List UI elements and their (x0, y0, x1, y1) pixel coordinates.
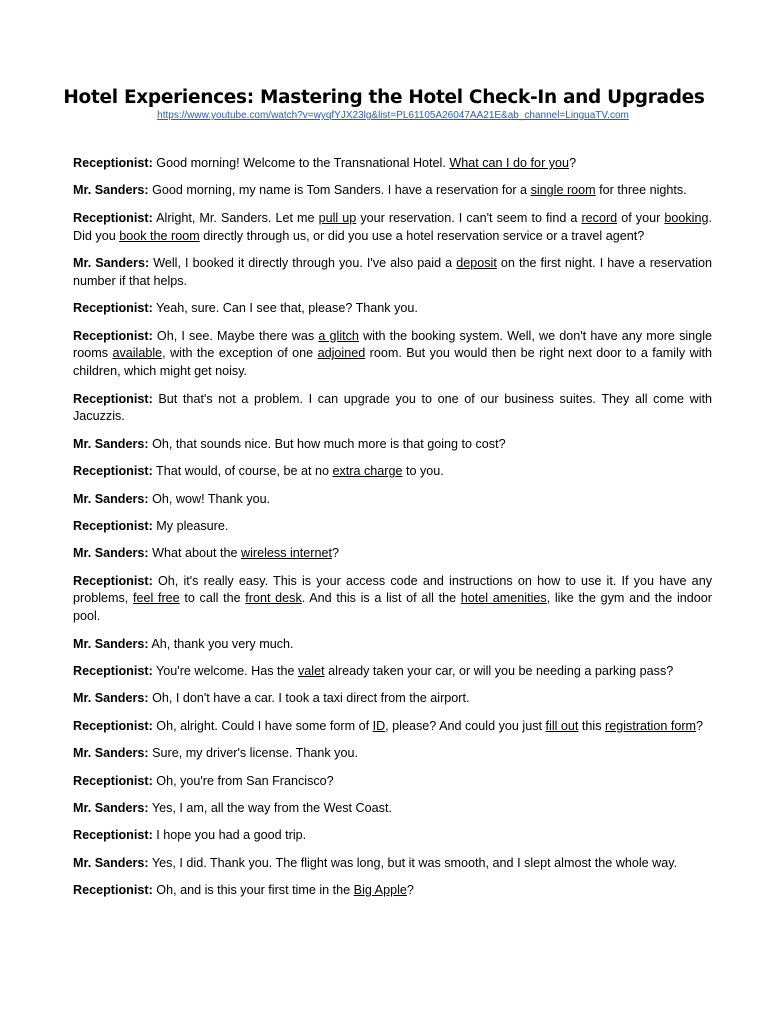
speaker-label: Mr. Sanders: (73, 801, 149, 815)
dialogue-line (73, 855, 712, 873)
dialogue-line (73, 182, 712, 200)
dialogue-text: , with the exception of one (162, 346, 318, 361)
dialogue-text: already taken your car, or will you be needing a parking pass? (324, 664, 674, 679)
speaker-label: Receptionist: (73, 664, 153, 679)
dialogue-line (73, 300, 712, 318)
speaker-label: Receptionist: (73, 828, 153, 843)
dialogue-line (73, 255, 712, 291)
dialogue-line (73, 210, 712, 246)
dialogue-line (73, 328, 712, 381)
dialogue-text: Oh, I see. Maybe there was (152, 328, 319, 343)
source-link[interactable]: https://www.youtube.com/watch?v=wyqfYJX23lg&list=PL61105A26047AA21E&ab_channel=LinguaTV.com (157, 110, 629, 121)
vocabulary-term: book the room (119, 228, 200, 243)
dialogue-text: Alright, Mr. Sanders. Let me (152, 210, 319, 225)
speaker-label: Receptionist: (73, 573, 153, 588)
dialogue-line (73, 491, 712, 509)
dialogue-text: on the first night. I have a reservation number if that helps. (73, 255, 713, 288)
vocabulary-term: hotel amenities (460, 591, 547, 606)
dialogue-line (73, 155, 712, 173)
speaker-label: Receptionist: (73, 301, 153, 316)
dialogue-text: Yes, I am, all the way from the West Coast. (148, 801, 392, 815)
dialogue-line (73, 882, 712, 900)
dialogue-text: But that's not a problem. I can upgrade you to one of our business suites. They all come with Jacuzzis. (73, 391, 712, 424)
dialogue-text: directly through us, or did you use a hotel reservation service or a travel agent? (199, 228, 645, 243)
vocabulary-term: pull up (318, 210, 357, 225)
dialogue-text: Oh, wow! Thank you. (148, 491, 271, 506)
dialogue-line (73, 391, 712, 427)
speaker-label: Receptionist: (73, 518, 153, 533)
speaker-label: Mr. Sanders: (73, 255, 150, 270)
speaker-label: Mr. Sanders: (73, 855, 149, 870)
speaker-label: Receptionist: (73, 883, 153, 898)
dialogue-line (73, 573, 712, 626)
speaker-label: Receptionist: (73, 464, 153, 479)
dialogue-text: . Did you (73, 210, 712, 243)
speaker-label: Mr. Sanders: (73, 691, 149, 706)
dialogue-text: , like the gym and the indoor pool. (73, 591, 712, 624)
dialogue-text: My pleasure. (152, 518, 229, 533)
dialogue-line (73, 663, 712, 681)
speaker-label: Mr. Sanders: (73, 746, 149, 761)
dialogue-text: You're welcome. Has the (152, 664, 298, 679)
speaker-label: Mr. Sanders: (73, 183, 149, 198)
dialogue-text: Oh, you're from San Francisco? (152, 773, 334, 788)
vocabulary-term: extra charge (332, 464, 403, 479)
dialogue-text: Oh, it's really easy. This is your access code and instructions on how to use it. If you have any problems, (73, 573, 712, 606)
dialogue-text: room. But you would then be right next door to a family with children, which might get noisy. (73, 346, 712, 379)
dialogue-text: Good morning! Welcome to the Transnational Hotel. (152, 156, 450, 170)
speaker-label: Mr. Sanders: (73, 546, 149, 561)
dialogue-text: Yes, I did. Thank you. The flight was long, but it was smooth, and I slept almost the whole way. (148, 855, 678, 870)
vocabulary-term: record (581, 210, 618, 225)
vocabulary-term: front desk (245, 591, 302, 606)
speaker-label: Mr. Sanders: (73, 636, 149, 651)
dialogue-text: What about the (148, 546, 242, 561)
dialogue-text: Well, I booked it directly through you. I've also paid a (149, 255, 457, 270)
dialogue-line (73, 690, 712, 708)
dialogue-line (73, 518, 712, 536)
speaker-label: Receptionist: (73, 156, 153, 170)
dialogue-text: this (578, 718, 606, 733)
dialogue-text: . And this is a list of all the (301, 591, 461, 606)
dialogue-text: Oh, that sounds nice. But how much more is that going to cost? (148, 436, 506, 451)
vocabulary-term: valet (298, 664, 325, 679)
dialogue-line (73, 636, 712, 654)
dialogue-text: Yeah, sure. Can I see that, please? Thank you. (152, 301, 418, 316)
vocabulary-term: adjoined (317, 346, 366, 361)
dialogue-line (73, 463, 712, 481)
dialogue-text: of your (617, 210, 665, 225)
dialogue-text: to you. (402, 464, 444, 479)
document-title: Hotel Experiences: Mastering the Hotel Check-In and Upgrades (63, 87, 705, 108)
vocabulary-term: a glitch (318, 328, 359, 343)
vocabulary-term: registration form (605, 718, 697, 733)
dialogue-text: Oh, and is this your first time in the (152, 883, 354, 898)
dialogue-line (73, 718, 712, 736)
speaker-label: Receptionist: (73, 718, 153, 733)
dialogue-text: Good morning, my name is Tom Sanders. I have a reservation for a (148, 183, 531, 198)
vocabulary-term: Big Apple (353, 883, 407, 898)
speaker-label: Mr. Sanders: (73, 436, 149, 451)
dialogue-text: ? (569, 156, 577, 170)
dialogue-text: for three nights. (595, 183, 687, 198)
dialogue-text: to call the (179, 591, 246, 606)
vocabulary-term: fill out (545, 718, 579, 733)
dialogue-text: I hope you had a good trip. (152, 828, 307, 843)
vocabulary-term: single room (530, 183, 596, 198)
dialogue-line (73, 773, 712, 791)
dialogue-line (73, 827, 712, 845)
dialogue-text: ? (696, 718, 704, 733)
dialogue-text: Oh, alright. Could I have some form of (152, 718, 373, 733)
vocabulary-term: booking (664, 210, 709, 225)
vocabulary-term: deposit (456, 255, 497, 270)
dialogue-text: your reservation. I can't seem to find a (356, 210, 582, 225)
dialogue-text: with the booking system. Well, we don't have any more single rooms (73, 328, 712, 361)
dialogue-line (73, 800, 712, 818)
speaker-label: Receptionist: (73, 210, 153, 225)
dialogue-transcript (73, 155, 712, 910)
dialogue-line (73, 745, 712, 763)
vocabulary-term: ID (372, 718, 386, 733)
speaker-label: Receptionist: (73, 773, 153, 788)
dialogue-line (73, 436, 712, 454)
speaker-label: Receptionist: (73, 328, 153, 343)
dialogue-text: , please? And could you just (385, 718, 546, 733)
vocabulary-term: available (112, 346, 163, 361)
vocabulary-term: feel free (132, 591, 180, 606)
dialogue-line (73, 545, 712, 563)
dialogue-text: Oh, I don't have a car. I took a taxi direct from the airport. (148, 691, 470, 706)
dialogue-text: ? (332, 546, 340, 561)
dialogue-text: Ah, thank you very much. (148, 636, 294, 651)
speaker-label: Mr. Sanders: (73, 491, 149, 506)
vocabulary-term: What can I do for you (449, 156, 570, 170)
speaker-label: Receptionist: (73, 391, 153, 406)
dialogue-text: ? (406, 883, 414, 898)
vocabulary-term: wireless internet (241, 546, 333, 561)
dialogue-text: That would, of course, be at no (152, 464, 333, 479)
dialogue-text: Sure, my driver's license. Thank you. (148, 746, 358, 761)
